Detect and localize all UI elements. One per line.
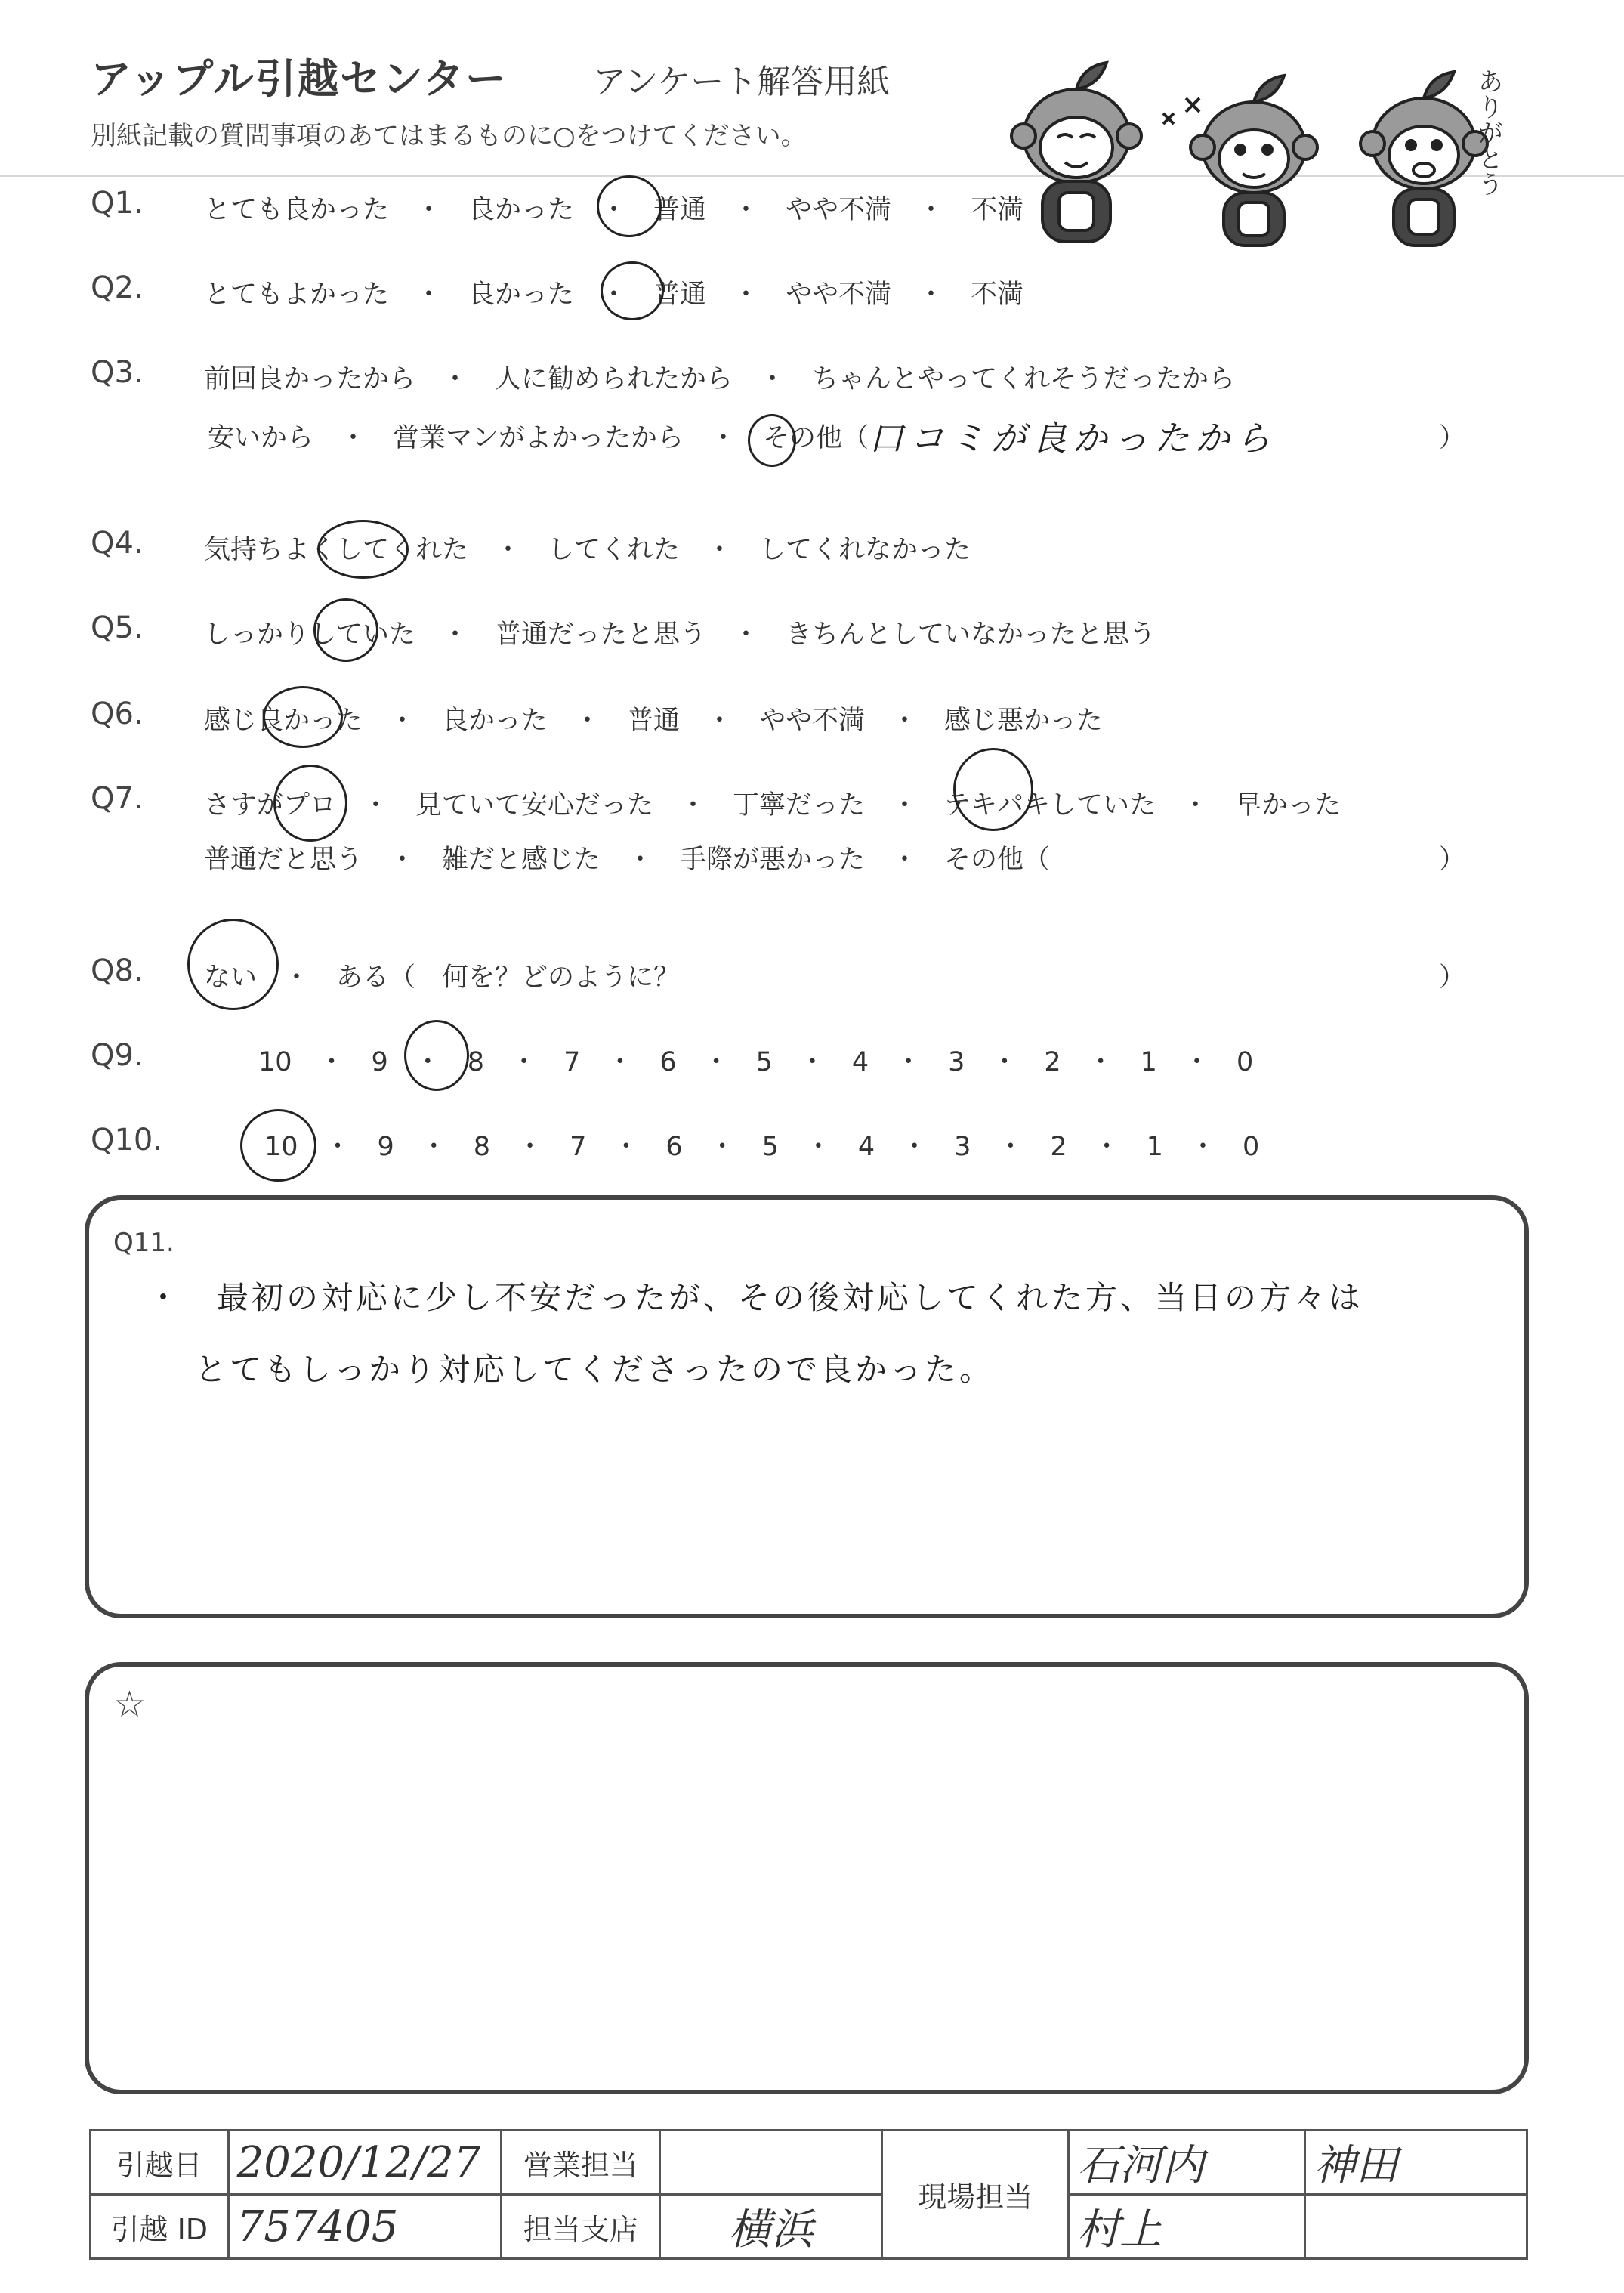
q9-options: 10 ・ 9 ・ 8 ・ 7 ・ 6 ・ 5 ・ 4 ・ 3 ・ 2 ・ 1 ・ 0: [258, 1047, 1254, 1077]
q7-options-line2: 普通だと思う ・ 雑だと感じた ・ 手際が悪かった ・ その他（: [204, 845, 1051, 875]
sales-value: [660, 2131, 882, 2195]
q8-options: ない ・ ある（ 何を？どのように？: [204, 963, 681, 993]
q7-answer-circle-1: [273, 765, 347, 842]
move-id-value: 757405: [228, 2195, 502, 2259]
q5-answer-circle: [313, 598, 378, 662]
site-staff-label: 現場担当: [882, 2131, 1069, 2259]
q10-answer-circle: [240, 1109, 316, 1182]
mascot-thanks-text: ありがとう: [1473, 68, 1503, 196]
q3-close-paren: ）: [1439, 423, 1466, 453]
star-icon: ☆: [113, 1683, 147, 1726]
q10-options: 10 ・ 9 ・ 8 ・ 7 ・ 6 ・ 5 ・ 4 ・ 3 ・ 2 ・ 1 ・ 0: [264, 1132, 1260, 1162]
q9-label: Q9.: [91, 1038, 144, 1073]
site-staff-2: 神田: [1304, 2131, 1527, 2195]
q11-comment-line2: とてもしっかり対応してくださったので良かった。: [195, 1351, 995, 1388]
q1-options: とても良かった ・ 良かった ・ 普通 ・ やや不満 ・ 不満: [204, 195, 1024, 225]
q7-close-paren: ）: [1439, 845, 1466, 875]
q3-options-line1: 前回良かったから ・ 人に勧められたから ・ ちゃんとやってくれそうだったから: [204, 364, 1236, 394]
q11-label: Q11.: [113, 1228, 174, 1258]
q1-answer-circle: [597, 175, 662, 237]
q7-answer-circle-2: [953, 748, 1033, 831]
q6-answer-circle: [263, 686, 343, 748]
q3-handwritten-answer: 口コミが良かったから: [869, 418, 1277, 459]
q6-options: 感じ良かった ・ 良かった ・ 普通 ・ やや不満 ・ 感じ悪かった: [204, 706, 1104, 736]
survey-subtitle: アンケート解答用紙: [593, 63, 891, 101]
move-date-value: 2020/12/27: [228, 2131, 502, 2195]
q3-options-line2: 安いから ・ 営業マンがよかったから ・ その他（: [208, 423, 869, 453]
q1-label: Q1.: [91, 186, 144, 221]
q2-label: Q2.: [91, 270, 144, 305]
q2-options: とてもよかった ・ 良かった ・ 普通 ・ やや不満 ・ 不満: [204, 280, 1024, 310]
q4-label: Q4.: [91, 526, 144, 561]
q5-label: Q5.: [91, 610, 144, 645]
q6-label: Q6.: [91, 697, 144, 731]
free-comment-box: [85, 1662, 1529, 2094]
q10-label: Q10.: [91, 1123, 163, 1157]
q2-answer-circle: [601, 261, 664, 320]
q4-answer-circle: [317, 520, 409, 579]
mascot-illustration: [1005, 53, 1533, 257]
move-date-label: 引越日: [91, 2131, 229, 2195]
branch-label: 担当支店: [502, 2195, 660, 2259]
q8-label: Q8.: [91, 953, 144, 988]
q7-label: Q7.: [91, 781, 144, 816]
site-staff-4: [1304, 2195, 1527, 2259]
footer-info-table: [89, 2129, 1528, 2260]
move-id-label: 引越 ID: [91, 2195, 229, 2259]
survey-title: アップル引越センター: [91, 55, 508, 103]
branch-value: 横浜: [660, 2195, 882, 2259]
q3-answer-circle: [748, 414, 796, 467]
q5-options: しっかりしていた ・ 普通だったと思う ・ きちんとしていなかったと思う: [204, 620, 1156, 650]
q3-label: Q3.: [91, 355, 144, 390]
q9-answer-circle: [404, 1020, 469, 1091]
site-staff-1: 石河内: [1069, 2131, 1305, 2195]
q8-answer-circle: [187, 919, 279, 1010]
q7-options-line1: さすがプロ ・ 見ていて安心だった ・ 丁寧だった ・ テキパキしていた ・ 早かった: [204, 790, 1341, 820]
instruction-text: 別紙記載の質問事項のあてはまるものに○をつけてください。: [91, 121, 807, 151]
site-staff-3: 村上: [1069, 2195, 1305, 2259]
sales-label: 営業担当: [502, 2131, 660, 2195]
q11-comment-line1: ・ 最初の対応に少し不安だったが、その後対応してくれた方、当日の方々は: [147, 1279, 1364, 1316]
q8-close-paren: ）: [1439, 963, 1466, 993]
q11-comment-box: [85, 1195, 1529, 1618]
q4-options: 気持ちよくしてくれた ・ してくれた ・ してくれなかった: [204, 535, 971, 565]
